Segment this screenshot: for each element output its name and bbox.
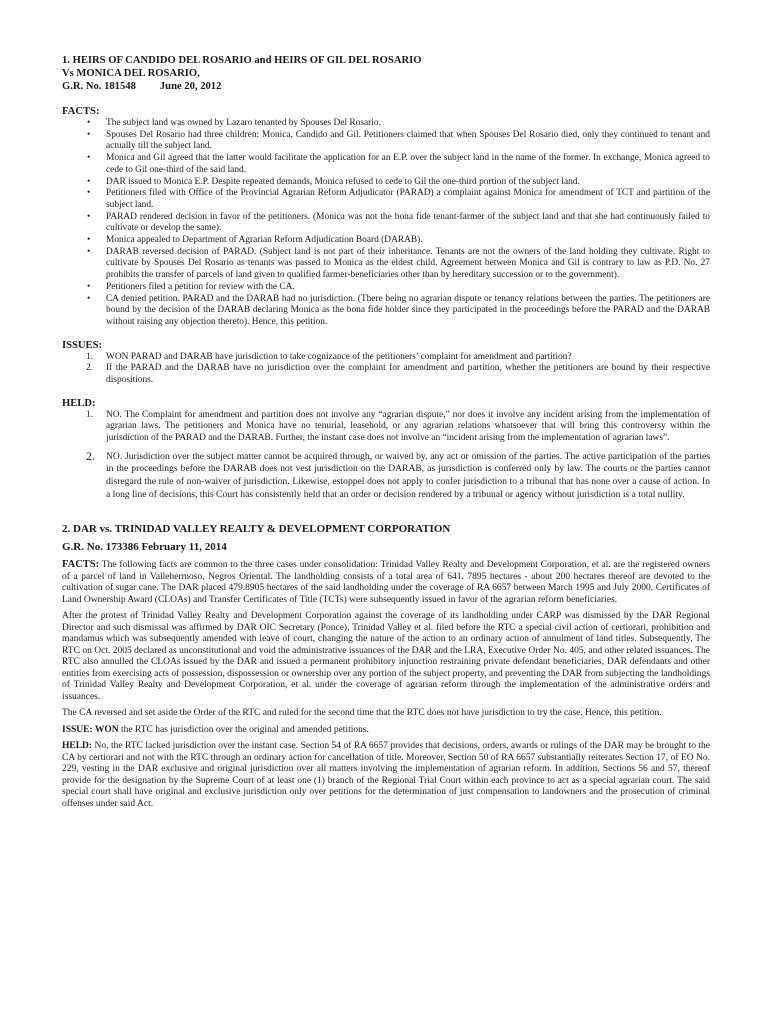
case1-facts-label: FACTS:: [62, 106, 100, 117]
fact-item: [62, 177, 710, 189]
fact-text: CA denied petition. PARAD and the DARAB had no jurisdiction. (There being no agrarian dispute or tenancy relations between the parties. The petitioners are bound by the decision of the DARAB declaring Monica as the bona fide holder since they participated in the proceedings before the PARAD and the DARAB without raising any objection thereto). Hence, this petition.: [106, 293, 710, 327]
issue-item: [62, 352, 710, 364]
case2-facts-label: FACTS:: [62, 559, 100, 571]
fact-item: [62, 212, 710, 235]
bullet-icon: •: [87, 211, 91, 222]
case2-held-label: HELD:: [62, 741, 93, 752]
fact-text: Spouses Del Rosario had three children: Monica, Candido and Gil. Petitioners claimed that when Spouses Del Rosario died, only they continued to tenant and actually till the subject land.: [106, 129, 710, 152]
issue-item: [62, 363, 710, 386]
held-item-text: NO. Jurisdiction over the subject matter cannot be acquired through, or waived by, any act or omission of the parties. The active participation of the parties in the proceedings before the DARAB does not vest jurisdiction on the DARAB, as jurisdiction is conferred only by law. The courts or the parties cannot disregard the rule of non-waiver of jurisdiction. Likewise, estoppel does not apply to confer jurisdiction to a tribunal that has none over a cause of action. In a long line of decisions, this Court has consistently held that an order or decision rendered by a tribunal or agency without jurisdiction is a total nullity.: [106, 450, 710, 500]
case1-gr-no: G.R. No. 181548: [62, 81, 136, 92]
item-number: 1.: [86, 351, 94, 362]
case2-facts-paragraph: [62, 559, 710, 606]
fact-text: PARAD rendered decision in favor of the petitioners. (Monica was not the bona fide tenant-farmer of the subject land and that she had continuously failed to cultivate or develop the same).: [106, 211, 710, 234]
fact-item: [62, 294, 710, 329]
bullet-icon: •: [87, 129, 91, 140]
fact-text: DAR issued to Monica E.P. Despite repeated demands, Monica refused to cede to Gil the one-third portion of the subject land.: [106, 176, 580, 187]
case1-date: June 20, 2012: [159, 81, 222, 92]
fact-item: [62, 130, 710, 153]
item-number: 2.: [86, 448, 95, 463]
bullet-icon: •: [87, 246, 91, 257]
held-item: [62, 448, 710, 501]
fact-item: [62, 118, 710, 130]
fact-item: [62, 188, 710, 211]
case1-title-vs: Vs MONICA DEL ROSARIO,: [62, 68, 200, 79]
case1-title: 1. HEIRS OF CANDIDO DEL ROSARIO and HEIRS OF GIL DEL ROSARIO: [62, 55, 422, 66]
document-page: [62, 54, 710, 810]
issue-item-text: WON PARAD and DARAB have jurisdiction to take cognizance of the petitioners’ complaint for amendment and partition?: [106, 351, 572, 362]
fact-text: Monica appealed to Department of Agrarian Reform Adjudication Board (DARAB).: [106, 235, 423, 246]
fact-text: Petitioners filed with Office of the Provincial Agrarian Reform Adjudicator (PARAD) a complaint against Monica for amendment of TCT and partition of the subject land.: [106, 188, 710, 210]
case2-held-paragraph: [62, 741, 710, 810]
fact-item: [62, 247, 710, 282]
case1-issues-list: [62, 352, 710, 387]
case1-held-list: [62, 410, 710, 501]
bullet-icon: •: [87, 176, 91, 187]
fact-text: The subject land was owned by Lazaro tenanted by Spouses Del Rosario.: [106, 118, 381, 128]
bullet-icon: •: [87, 153, 91, 164]
case2-paragraph-3: The CA reversed and set aside the Order of the RTC and ruled for the second time that the RTC does not have jurisdiction to try the case. Hence, this petition.: [62, 708, 662, 719]
case2-title: 2. DAR vs. TRINIDAD VALLEY REALTY & DEVELOPMENT CORPORATION: [62, 523, 451, 536]
case2-issue-paragraph: [62, 725, 710, 737]
fact-text: Petitioners filed a petition for review with the CA.: [106, 281, 295, 292]
item-number: 2.: [86, 363, 94, 374]
bullet-icon: •: [87, 293, 91, 304]
bullet-icon: •: [87, 188, 91, 199]
case1-facts-list: [62, 118, 710, 329]
case2-held-text: No, the RTC lacked jurisdiction over the instant case. Section 54 of RA 6657 provides that decisions, orders, awards or rulings of the DAR may be brought to the CA by certiorari and not with the RTC through an ordinary action for cancellation of title. Moreover, Section 50 of RA 6657 substantially reiterates Section 17, of EO No. 229, vesting in the DAR exclusive and original jurisdiction over all matters involving the implementation of agrarian reform. In addition, Sections 56 and 57, thereof provide for the designation by the Supreme Court of at least one (1) branch of the Regional Trial Court within each province to act as a special agrarian court. The said special court shall have original and exclusive jurisdiction only over petitions for the determination of just compensation to landowners and the prosecution of criminal offenses under said Act.: [62, 741, 710, 809]
case2-paragraph-2: After the protest of Trinidad Valley Realty and Development Corporation against the coverage of its landholding under CARP was dismissed by the DAR Regional Director and such dismissal was affirmed by DAR OIC Secretary (Ponce), Trinidad Valley et al. filed before the RTC a special civil action of certiorari, prohibition and mandamus which was subsequently amended with leave of court, changing the nature of the action to an ordinary action of annulment of land titles. Subsequently, The RTC on Oct. 2005 declared as unconstitutional and void the administrative issuances of the DAR and the LRA, Executive Order No. 405, and other related issuances. The RTC also annulled the CLOAs issued by the DAR and issued a permanent prohibitory injunction restraining private defendant beneficiaries, DAR defendants and other entities from exercising acts of possession, dispossession or ownership over any portion of the subject property, and preventing the DAR from subjecting the landholdings of Trinidad Valley Realty and Development Corporation, et al. under the coverage of agrarian reform through the implementation of the administrative orders and issuances.: [62, 611, 710, 702]
item-number: 1.: [86, 409, 94, 420]
fact-text: DARAB reversed decision of PARAD. (Subject land is not part of their inheritance. Tenants are not the owners of the land holding they cultivate. Right to cultivate by Spouses Del Rosario as tenants was passed to Monica as the eldest child. Agreement between Monica and Gil is contrary to law as P.D. No. 27 prohibits the transfer of parcels of land given to qualified farmer-beneficiaries other than by hereditary succession or to the government).: [106, 246, 710, 281]
issue-item-text: If the PARAD and the DARAB have no jurisdiction over the complaint for amendment and partition, whether the petitioners are bound by their respective dispositions.: [106, 363, 710, 386]
case2-gr-line: G.R. No. 173386 February 11, 2014: [62, 541, 227, 554]
fact-item: [62, 153, 710, 176]
case1-held-label: HELD:: [62, 397, 96, 409]
case1-issues-label: ISSUES:: [62, 339, 103, 351]
fact-item: [62, 282, 710, 294]
held-item-text: NO. The Complaint for amendment and partition does not involve any “agrarian dispute,” nor does it involve any incident arising from the implementation of agrarian laws. The petitioners and Monica have no tenurial, leasehold, or any agrarian relations whatsoever that will bring this controversy within the jurisdiction of the PARAD and the DARAB. Further, the instant case does not involve an “incident arising from the implementation of agrarian laws”.: [106, 409, 710, 444]
fact-text: Monica and Gil agreed that the latter would facilitate the application for an E.P. over the subject land in the name of the former. In exchange, Monica agreed to cede to Gil one-third of the said land.: [106, 153, 710, 175]
bullet-icon: •: [87, 118, 91, 128]
case2-issue-label: ISSUE: WON: [62, 724, 119, 735]
fact-item: [62, 235, 710, 247]
case2-issue-text: the RTC has jurisdiction over the original and amended petitions.: [118, 724, 369, 735]
bullet-icon: •: [87, 235, 91, 246]
case2-facts-text: The following facts are common to the three cases under consolidation: Trinidad Valley Realty and Development Corporation, et al. are the registered owners of a parcel of land in Vallehermoso, Negros Oriental. The landholding consists of a total area of 641. 7895 hectares - about 200 hectares thereof are devoted to the cultivation of sugar cane. The DAR placed 479.8905 hectares of the said landholding under the coverage of RA 6657 between March 1995 and July 2000. Certificates of Land Ownership Award (CLOAs) and Transfer Certificates of Title (TCTs) were subsequently issued in favor of the agrarian reform beneficiaries.: [62, 560, 710, 605]
case1-gr-line: [62, 80, 710, 93]
held-item: [62, 410, 710, 445]
bullet-icon: •: [87, 281, 91, 292]
